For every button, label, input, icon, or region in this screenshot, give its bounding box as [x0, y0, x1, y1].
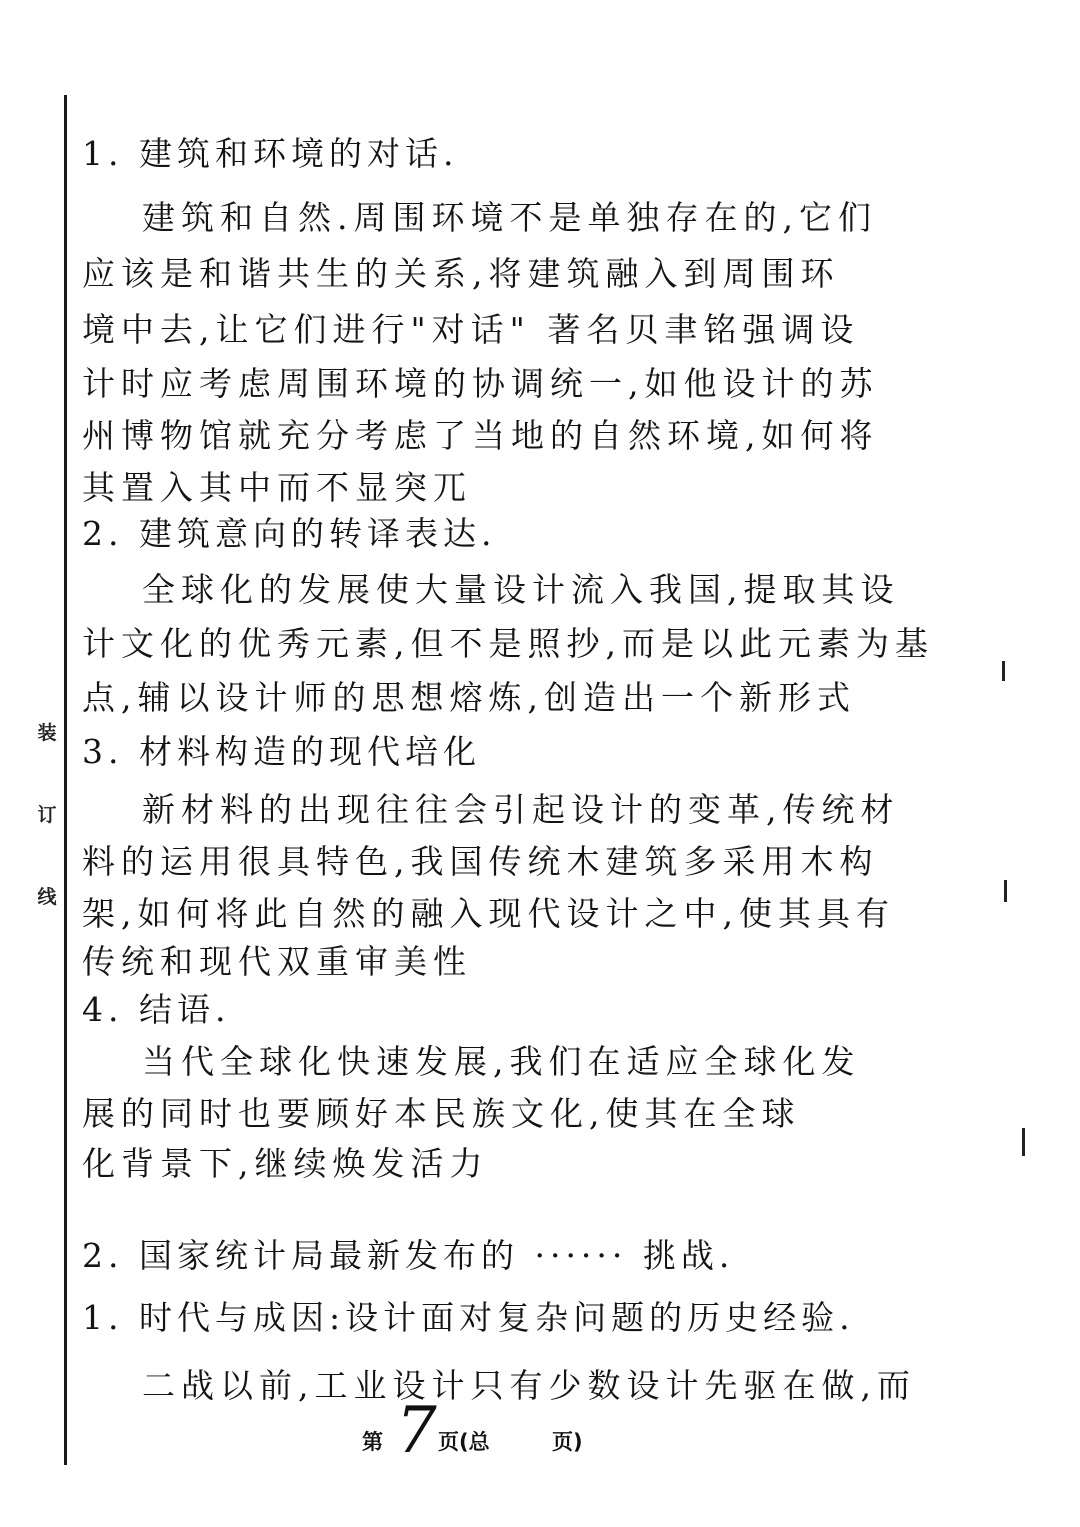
footer-middle: 页(总: [438, 1430, 490, 1454]
footer-prefix: 第: [362, 1430, 383, 1454]
binding-label-ding: 订: [37, 804, 57, 826]
text-line: 新材料的出现往往会引起设计的变革,传统材: [142, 790, 900, 829]
text-line: 料的运用很具特色,我国传统木建筑多采用木构: [82, 842, 879, 881]
text-line: 计文化的优秀元素,但不是照抄,而是以此元素为基: [82, 624, 934, 663]
section-heading-2: 2. 建筑意向的转译表达.: [82, 514, 497, 553]
margin-mark: [1002, 661, 1005, 681]
text-line: 其置入其中而不显突兀: [82, 468, 472, 507]
text-line: 化背景下,继续焕发活力: [82, 1144, 489, 1183]
text-line: 建筑和自然.周围环境不是单独存在的,它们: [142, 198, 877, 237]
text-line: 应该是和谐共生的关系,将建筑融入到周围环: [82, 254, 840, 293]
binding-label-zhuang: 装: [37, 722, 57, 744]
section-heading-3: 3. 材料构造的现代培化: [82, 732, 481, 771]
footer-suffix: 页): [552, 1430, 583, 1454]
section-heading-1: 1. 建筑和环境的对话.: [82, 134, 459, 173]
text-line: 点,辅以设计师的思想熔炼,创造出一个新形式: [82, 678, 856, 717]
text-line: 境中去,让它们进行"对话" 著名贝聿铭强调设: [82, 310, 860, 349]
subsection-heading-1: 1. 时代与成因:设计面对复杂问题的历史经验.: [82, 1298, 855, 1337]
text-line: 全球化的发展使大量设计流入我国,提取其设: [142, 570, 900, 609]
text-line: 传统和现代双重审美性: [82, 942, 472, 981]
text-line: 州博物馆就充分考虑了当地的自然环境,如何将: [82, 416, 879, 455]
question-heading-2: 2. 国家统计局最新发布的 ······ 挑战.: [82, 1236, 735, 1275]
text-line: 架,如何将此自然的融入现代设计之中,使其具有: [82, 894, 895, 933]
margin-mark: [1004, 880, 1007, 902]
binding-label-xian: 线: [37, 886, 57, 908]
binding-margin-line: [64, 95, 67, 1465]
section-heading-4: 4. 结语.: [82, 990, 231, 1029]
text-line: 当代全球化快速发展,我们在适应全球化发: [142, 1042, 861, 1081]
text-line: 二战以前,工业设计只有少数设计先驱在做,而: [142, 1366, 916, 1405]
page-footer: [0, 1394, 1080, 1472]
text-line: 计时应考虑周围环境的协调统一,如他设计的苏: [82, 364, 879, 403]
text-line: 展的同时也要顾好本民族文化,使其在全球: [82, 1094, 801, 1133]
margin-mark: [1022, 1128, 1025, 1156]
footer-page-number: 7: [396, 1394, 437, 1468]
